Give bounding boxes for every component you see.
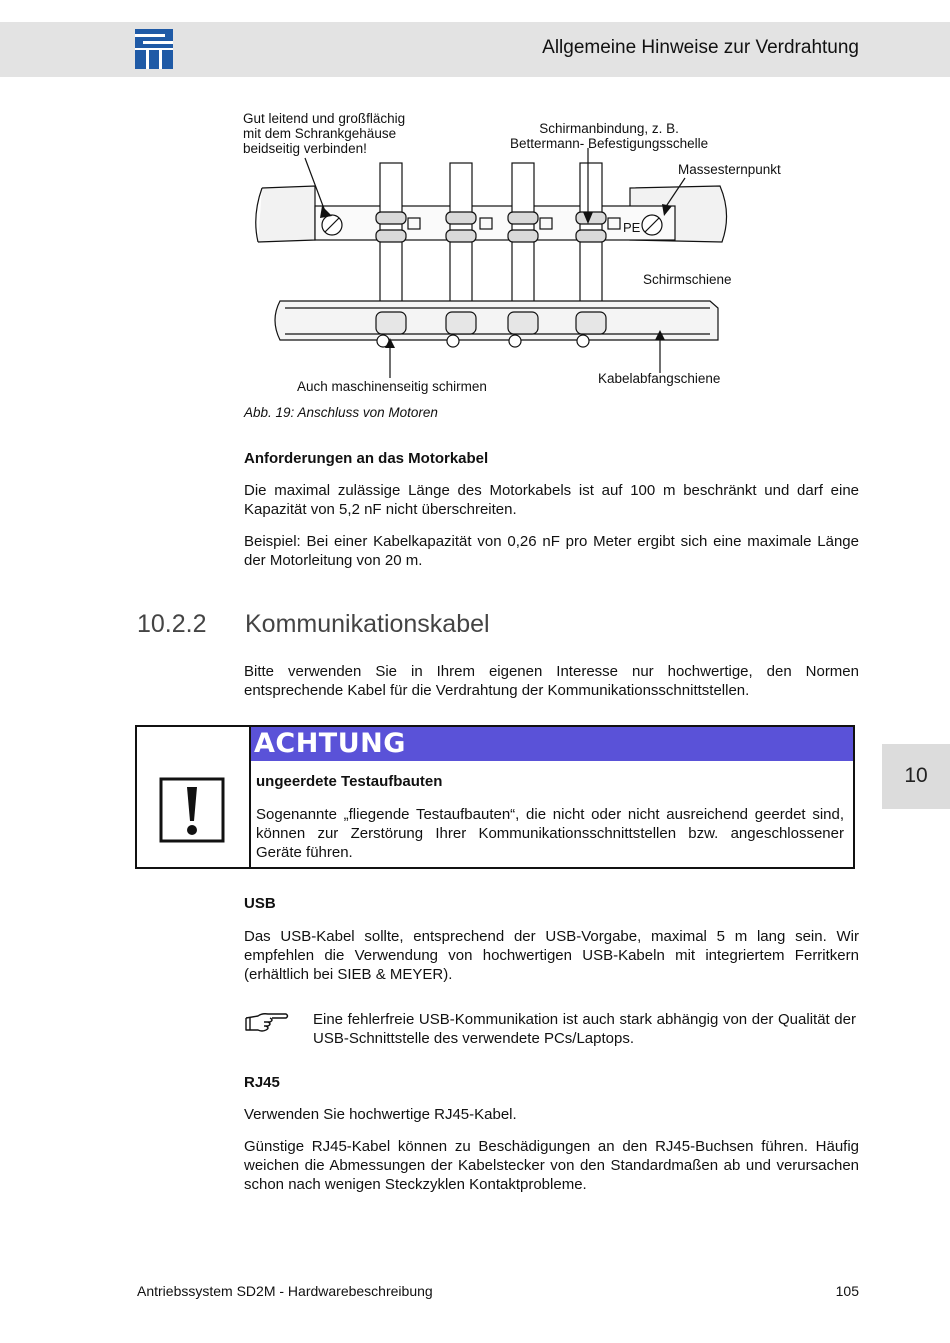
footer-page-number: 105 [835, 1283, 859, 1299]
usb-note: Eine fehlerfreie USB-Kommunikation ist auch stark abhängig von der Qualität der USB-Schnittstelle des verwendete PCs/Laptops. [313, 1011, 856, 1047]
exclamation-warning-icon [159, 777, 225, 843]
label-connect-housing: Gut leitend und großflächig mit dem Schrankgehäuse beidseitig verbinden! [243, 111, 406, 156]
motor-wiring-figure [240, 108, 800, 398]
motor-cable-para-1: Die maximal zulässige Länge des Motorkabels ist auf 100 m beschränkt und darf eine Kapazität von 5,2 nF nicht überschreiten. [244, 482, 859, 518]
section-title: Kommunikationskabel [245, 610, 490, 638]
warning-title: ungeerdete Testaufbauten [256, 773, 443, 790]
label-shield-binding: Schirmanbindung, z. B. Bettermann- Befestigungsschelle [510, 121, 709, 151]
header-title: Allgemeine Hinweise zur Verdrahtung [542, 37, 859, 58]
warning-icon-cell [137, 727, 251, 867]
section-heading [137, 610, 490, 639]
label-pe: PE [623, 220, 641, 235]
usb-heading: USB [244, 895, 276, 912]
rj45-para-2: Günstige RJ45-Kabel können zu Beschädigungen an den RJ45-Buchsen führen. Häufig weichen die Abmessungen der Kabelstecker von den Standardmaßen ab und verursachen schon nach wenigen Steckzyklen Kontaktprobleme. [244, 1138, 859, 1193]
usb-para: Das USB-Kabel sollte, entsprechend der USB-Vorgabe, maximal 5 m lang sein. Wir empfehlen die Verwendung von hochwertigen USB-Kabeln mit integriertem Ferritkern (erhältlich bei SIEB & MEYER). [244, 928, 859, 983]
footer-document-title: Antriebssystem SD2M - Hardwarebeschreibung [137, 1283, 433, 1299]
warning-banner: ACHTUNG [251, 727, 853, 761]
warning-text: Sogenannte „fliegende Testaufbauten“, die nicht oder nicht ausreichend geerdet sind, können zur Zerstörung Ihrer Kommunikationsschnittstellen bzw. angeschlossener Geräte führen. [256, 806, 844, 861]
label-ground-star: Massesternpunkt [678, 162, 781, 177]
rj45-heading: RJ45 [244, 1074, 280, 1091]
warning-box [135, 725, 855, 869]
section-number: 10.2.2 [137, 610, 207, 638]
motor-cable-heading: Anforderungen an das Motorkabel [244, 450, 489, 467]
figure-caption: Abb. 19: Anschluss von Motoren [244, 405, 438, 420]
chapter-tab: 10 [882, 744, 950, 809]
sieb-meyer-logo-icon [135, 29, 173, 69]
label-cable-rail: Kabelabfangschiene [598, 371, 721, 386]
motor-cable-para-2: Beispiel: Bei einer Kabelkapazität von 0,26 nF pro Meter ergibt sich eine maximale Länge der Motorleitung von 20 m. [244, 533, 859, 569]
pointing-hand-icon [244, 1010, 290, 1034]
rj45-para-1: Verwenden Sie hochwertige RJ45-Kabel. [244, 1106, 517, 1123]
section-intro: Bitte verwenden Sie in Ihrem eigenen Interesse nur hochwertige, den Normen entsprechende Kabel für die Verdrahtung der Kommunikationsschnittstellen. [244, 663, 859, 699]
label-machine-side: Auch maschinenseitig schirmen [297, 379, 487, 394]
label-shield-rail: Schirmschiene [643, 272, 732, 287]
